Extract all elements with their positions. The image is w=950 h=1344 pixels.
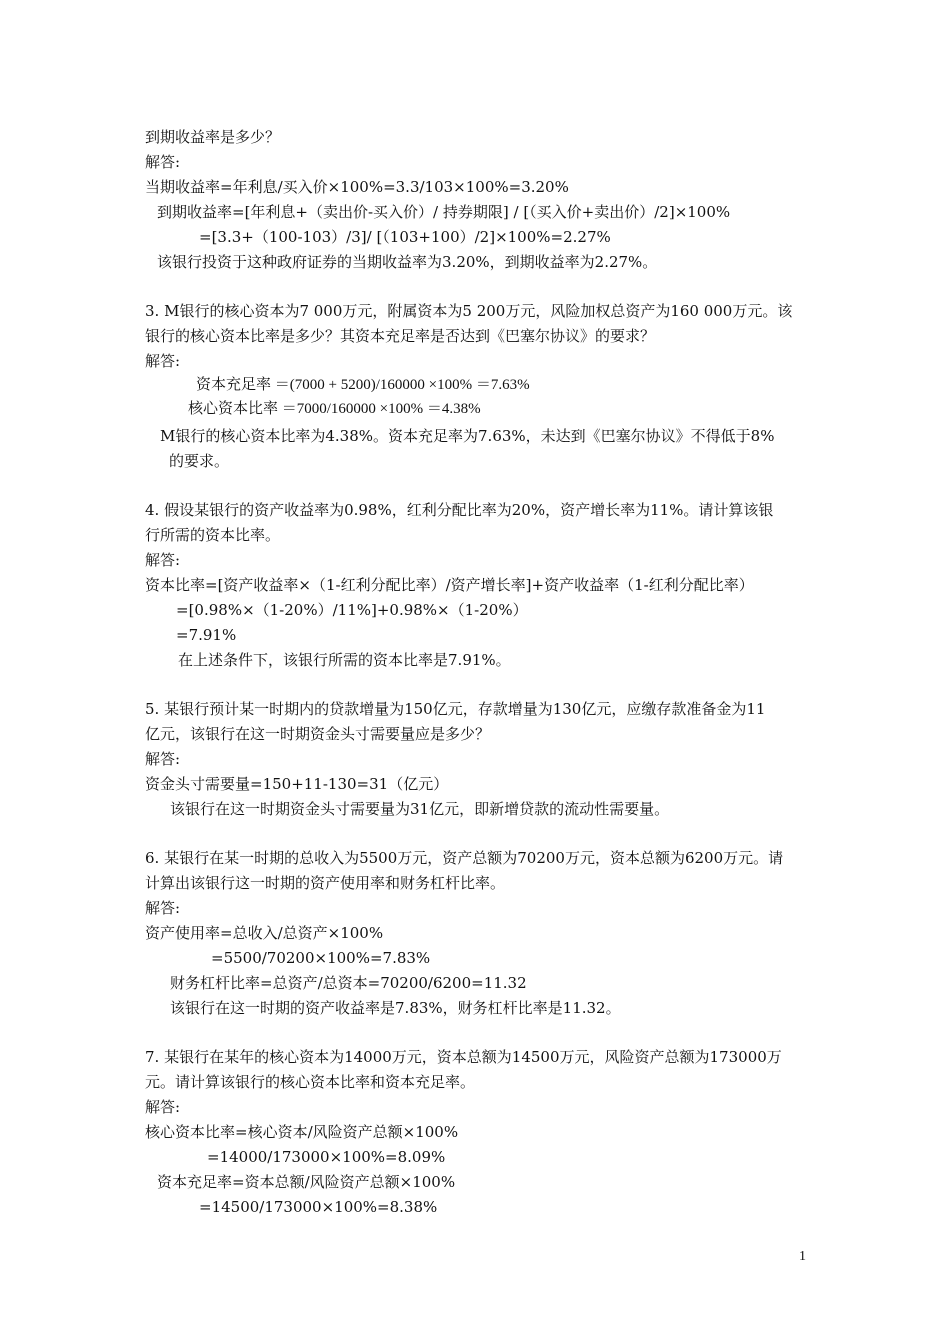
text-line: M银行的核心资本比率为4.38%。资本充足率为7.63%，未达到《巴塞尔协议》不得低于8%	[160, 427, 775, 445]
text-line: 该银行在这一时期的资产收益率是7.83%，财务杠杆比率是11.32。	[170, 999, 621, 1017]
equation-expression: ＝7000/160000 ×100% ＝4.38%	[281, 401, 481, 417]
question-7-line: 元。请计算该银行的核心资本比率和资本充足率。	[145, 1073, 476, 1091]
text-line: 资本充足率=资本总额/风险资产总额×100%	[157, 1173, 456, 1191]
question-5-line: 5. 某银行预计某一时期内的贷款增量为150亿元，存款增量为130亿元，应缴存款准备金为11	[145, 700, 766, 718]
equation-label: 资本充足率	[196, 375, 272, 393]
text-line: =14500/173000×100%=8.38%	[199, 1198, 438, 1216]
question-4-line: 行所需的资本比率。	[145, 526, 281, 544]
answer-label: 解答:	[145, 551, 181, 569]
text-line: 资本比率=[资产收益率×（1-红利分配比率）/资产增长率]+资产收益率（1-红利分配比率）	[145, 576, 754, 594]
text-line: 该银行投资于这种政府证券的当期收益率为3.20%，到期收益率为2.27%。	[157, 253, 658, 271]
text-line: 财务杠杆比率=总资产/总资本=70200/6200=11.32	[170, 974, 527, 992]
text-line: 核心资本比率=核心资本/风险资产总额×100%	[145, 1123, 459, 1141]
text-line: 到期收益率=[年利息+（卖出价-买入价）/ 持券期限] / [（买入价+卖出价）/2]×100%	[157, 203, 731, 221]
page-number: 1	[799, 1249, 806, 1264]
question-4-line: 4. 假设某银行的资产收益率为0.98%，红利分配比率为20%，资产增长率为11%。请计算该银	[145, 501, 774, 519]
text-line: 当期收益率=年利息/买入价×100%=3.3/103×100%=3.20%	[145, 178, 569, 196]
text-line: 在上述条件下，该银行所需的资本比率是7.91%。	[178, 651, 511, 669]
text-line: 资产使用率=总收入/总资产×100%	[145, 924, 384, 942]
answer-label: 解答:	[145, 899, 181, 917]
answer-label: 解答:	[145, 352, 181, 370]
answer-label: 解答:	[145, 750, 181, 768]
equation-core-capital	[188, 398, 481, 419]
question-7-line: 7. 某银行在某年的核心资本为14000万元，资本总额为14500万元，风险资产总额为173000万	[145, 1048, 782, 1066]
answer-label: 解答:	[145, 1098, 181, 1116]
question-3-line: 银行的核心资本比率是多少？其资本充足率是否达到《巴塞尔协议》的要求？	[145, 327, 656, 345]
text-line: =[0.98%×（1-20%）/11%]+0.98%×（1-20%）	[176, 601, 528, 619]
text-line: =[3.3+（100-103）/3]/ [（103+100）/2]×100%=2.27%	[199, 228, 611, 246]
question-3-line: 3. M银行的核心资本为7 000万元，附属资本为5 200万元，风险加权总资产为160 000万元。该	[145, 302, 793, 320]
text-line: =14000/173000×100%=8.09%	[207, 1148, 446, 1166]
text-line: 该银行在这一时期资金头寸需要量为31亿元，即新增贷款的流动性需要量。	[170, 800, 670, 818]
equation-capital-adequacy	[196, 374, 530, 395]
text-line: 资金头寸需要量=150+11-130=31（亿元）	[145, 775, 449, 793]
text-line: 到期收益率是多少？	[145, 128, 281, 146]
text-line: 的要求。	[169, 452, 230, 470]
question-6-line: 计算出该银行这一时期的资产使用率和财务杠杆比率。	[145, 874, 506, 892]
text-line: =5500/70200×100%=7.83%	[211, 949, 431, 967]
equation-expression: ＝(7000 + 5200)/160000 ×100% ＝7.63%	[274, 377, 530, 393]
answer-label: 解答:	[145, 153, 181, 171]
equation-label: 核心资本比率	[188, 399, 279, 417]
text-line: =7.91%	[176, 626, 237, 644]
question-6-line: 6. 某银行在某一时期的总收入为5500万元，资产总额为70200万元，资本总额为6200万元。请	[145, 849, 784, 867]
question-5-line: 亿元，该银行在这一时期资金头寸需要量应是多少？	[145, 725, 491, 743]
